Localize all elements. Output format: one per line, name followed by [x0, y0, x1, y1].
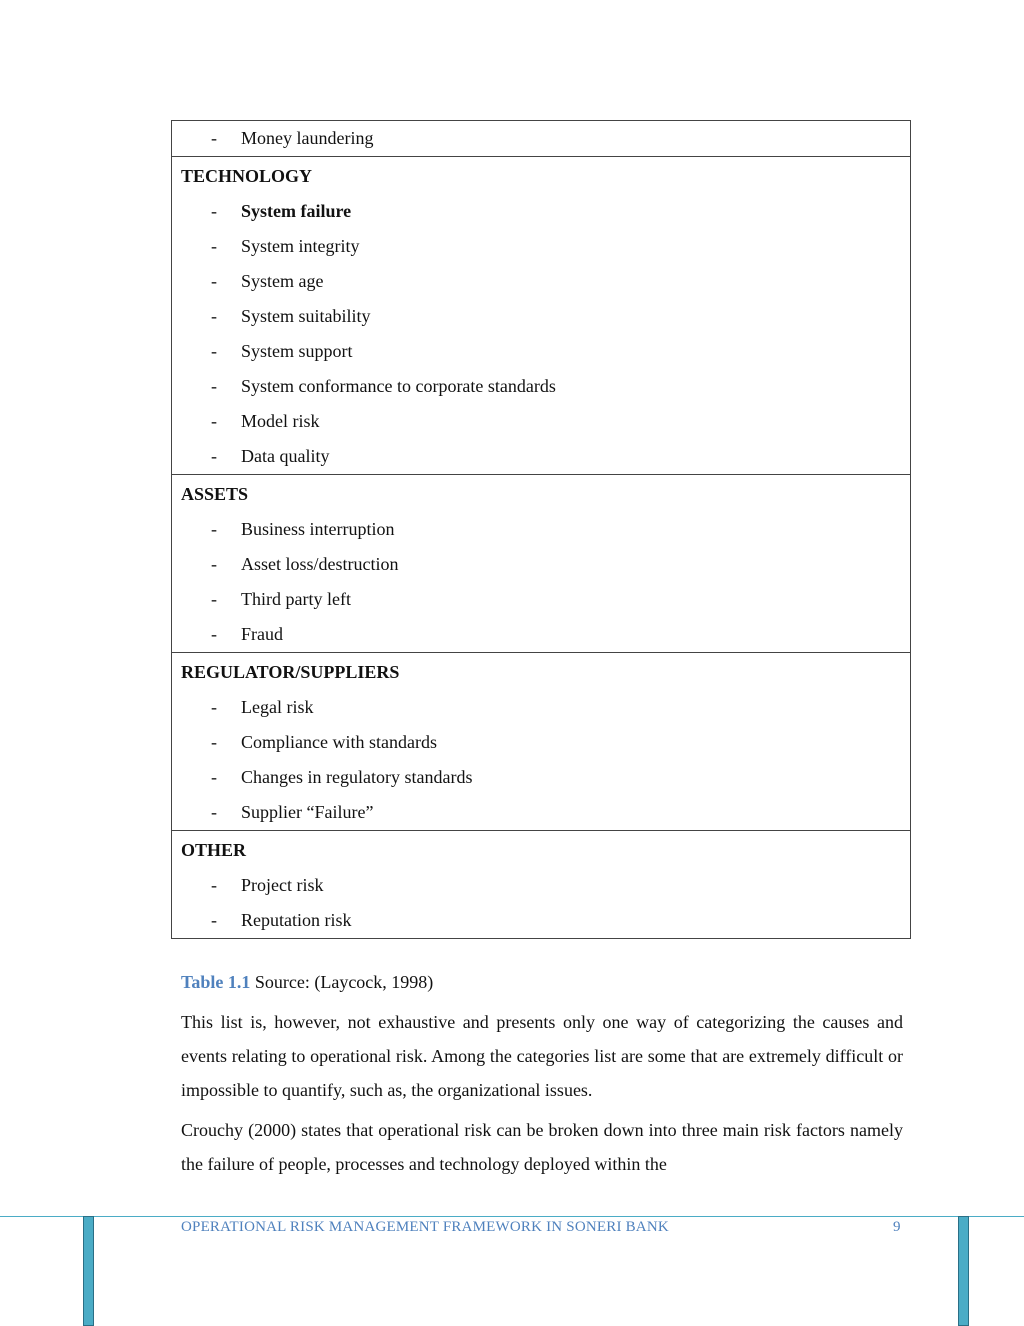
- table-row-other: [172, 831, 911, 939]
- list-item-text: Asset loss/destruction: [241, 554, 399, 574]
- page-number: 9: [893, 1219, 901, 1235]
- list-item: [181, 121, 900, 156]
- list-item: [181, 690, 900, 725]
- list-item: [181, 617, 900, 652]
- list-item-text: Model risk: [241, 411, 320, 431]
- list-dash: -: [211, 306, 217, 326]
- table-cell: [172, 121, 911, 157]
- table-cell: [172, 653, 911, 831]
- list-item-text: Compliance with standards: [241, 732, 437, 752]
- table-row: [172, 121, 911, 157]
- list-item-text: Reputation risk: [241, 910, 352, 930]
- table-row-technology: [172, 157, 911, 475]
- category-title: OTHER: [181, 840, 247, 860]
- list-item: [181, 194, 900, 229]
- list-item: [181, 795, 900, 830]
- table-row-assets: [172, 475, 911, 653]
- footer-decorative-bar-right: [958, 1216, 969, 1326]
- list-dash: -: [211, 554, 217, 574]
- list-dash: -: [211, 446, 217, 466]
- category-title: TECHNOLOGY: [181, 166, 313, 186]
- list-dash: -: [211, 767, 217, 787]
- list-item-text: Business interruption: [241, 519, 395, 539]
- list-item-text: Legal risk: [241, 697, 314, 717]
- table-cell: [172, 475, 911, 653]
- list-item-text: System failure: [241, 201, 352, 221]
- body-paragraph: This list is, however, not exhaustive and presents only one way of categorizing the causes and events relating to operational risk. Among the categories list are some that are extremely difficult or impossible to quantify, such as, the organizational issues.: [181, 1012, 903, 1100]
- list-item: [181, 512, 900, 547]
- list-item-text: Project risk: [241, 875, 324, 895]
- list-item: [181, 725, 900, 760]
- table-row-regulator-suppliers: [172, 653, 911, 831]
- list-item: [181, 760, 900, 795]
- risk-categories-table: [171, 120, 911, 939]
- list-item-text: Data quality: [241, 446, 330, 466]
- caption-text: Source: (Laycock, 1998): [250, 972, 434, 992]
- category-title: REGULATOR/SUPPLIERS: [181, 662, 400, 682]
- list-dash: -: [211, 802, 217, 822]
- list-dash: -: [211, 697, 217, 717]
- list-item-text: System conformance to corporate standards: [241, 376, 556, 396]
- list-item-text: System integrity: [241, 236, 360, 256]
- list-item: [181, 404, 900, 439]
- caption-label: Table 1.1: [181, 972, 251, 992]
- list-item-text: System suitability: [241, 306, 371, 326]
- list-item: [181, 439, 900, 474]
- list-item-text: Fraud: [241, 624, 283, 644]
- table-cell: [172, 157, 911, 475]
- table-cell: [172, 831, 911, 939]
- list-item: [181, 369, 900, 404]
- list-item: [181, 229, 900, 264]
- table-caption: [181, 968, 433, 996]
- list-item: [181, 299, 900, 334]
- category-title: ASSETS: [181, 484, 249, 504]
- footer-decorative-bar-left: [83, 1216, 94, 1326]
- list-item-text: Money laundering: [241, 128, 374, 148]
- list-dash: -: [211, 128, 217, 148]
- list-dash: -: [211, 624, 217, 644]
- list-dash: -: [211, 271, 217, 291]
- list-dash: -: [211, 732, 217, 752]
- body-paragraph: Crouchy (2000) states that operational risk can be broken down into three main risk factors namely the failure of people, processes and technology deployed within the: [181, 1120, 903, 1174]
- list-item: [181, 868, 900, 903]
- footer-title: OPERATIONAL RISK MANAGEMENT FRAMEWORK IN SONERI BANK: [181, 1219, 669, 1235]
- list-dash: -: [211, 341, 217, 361]
- list-item-text: Supplier “Failure”: [241, 802, 374, 822]
- list-item-text: System support: [241, 341, 353, 361]
- list-dash: -: [211, 910, 217, 930]
- list-item-text: Third party left: [241, 589, 351, 609]
- list-dash: -: [211, 519, 217, 539]
- list-item: [181, 903, 900, 938]
- list-dash: -: [211, 589, 217, 609]
- list-dash: -: [211, 875, 217, 895]
- list-dash: -: [211, 236, 217, 256]
- list-item: [181, 547, 900, 582]
- list-item: [181, 264, 900, 299]
- list-item-text: System age: [241, 271, 324, 291]
- list-dash: -: [211, 201, 217, 221]
- list-dash: -: [211, 376, 217, 396]
- list-dash: -: [211, 411, 217, 431]
- footer-rule: [0, 1216, 1024, 1217]
- list-item: [181, 334, 900, 369]
- list-item: [181, 582, 900, 617]
- list-item-text: Changes in regulatory standards: [241, 767, 473, 787]
